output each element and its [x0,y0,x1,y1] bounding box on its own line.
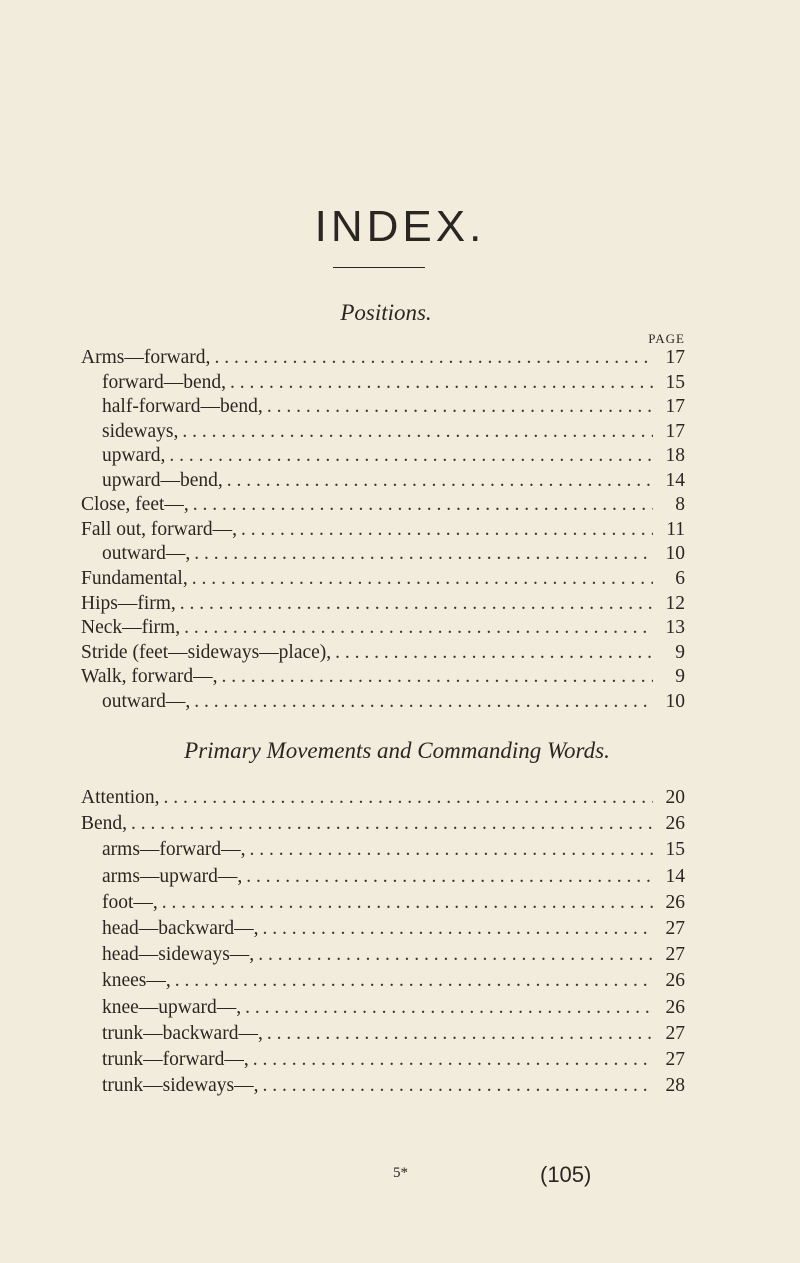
dot-leader [267,1022,653,1046]
entry-label: Walk, forward—, [81,666,218,688]
entry-label: Fall out, forward—, [81,518,237,540]
entry-page-number: 20 [665,787,685,808]
entry-label: foot—, [102,891,158,913]
entry-page-number: 12 [665,592,685,614]
dot-leader [250,838,654,862]
index-entry [81,665,685,689]
title-rule [333,267,425,268]
dot-leader [230,371,653,395]
index-entry [102,1022,685,1046]
index-entry [81,567,685,591]
index-entry [102,917,685,941]
dot-leader [162,891,653,915]
entry-page-number: 15 [665,371,685,393]
entry-page-number: 26 [665,891,685,913]
entry-page-number: 8 [675,494,685,516]
entry-label: arms—forward—, [102,839,246,861]
entry-page-number: 27 [665,944,685,966]
index-entry [81,616,685,640]
entry-label: knees—, [102,970,171,992]
entry-label: outward—, [102,690,191,712]
dot-leader [222,665,653,689]
index-entry [81,346,685,370]
dot-leader [246,865,653,889]
dot-leader [267,395,653,419]
index-entry [102,838,685,862]
entry-label: arms—upward—, [102,865,243,887]
dot-leader [169,444,653,468]
entry-page-number: 17 [665,420,685,442]
index-entry [81,592,685,616]
index-entry [81,786,685,810]
dot-leader [241,518,653,542]
index-entry [81,493,685,517]
entry-label: forward—bend, [102,371,226,393]
entry-label: Attention, [81,787,160,808]
dot-leader [182,420,653,444]
entry-page-number: 27 [665,1022,685,1044]
index-entry [102,444,685,468]
entry-page-number: 10 [665,543,685,565]
index-entry [102,542,685,566]
entry-page-number: 27 [665,918,685,939]
entry-page-number: 13 [665,617,685,639]
dot-leader [253,1048,653,1072]
dot-leader [193,493,653,517]
entry-label: trunk—backward—, [102,1022,263,1044]
page-column-label: PAGE [648,331,685,346]
dot-leader [180,592,653,616]
dot-leader [164,786,653,810]
dot-leader [245,996,653,1020]
dot-leader [262,917,653,941]
index-entry [102,969,685,993]
positions-heading: Positions. [340,300,432,325]
index-entry [102,865,685,889]
entry-label: upward, [102,445,166,467]
entry-label: upward—bend, [102,469,223,491]
entry-label: outward—, [102,543,191,565]
folio [0,1162,800,1192]
entry-page-number: 18 [665,445,685,467]
entry-page-number: 28 [665,1075,685,1097]
index-entry [81,518,685,542]
entry-label: Stride (feet—sideways—place), [81,641,332,663]
dot-leader [263,1074,653,1098]
entry-page-number: 9 [675,666,685,688]
entry-label: Close, feet—, [81,494,189,516]
index-entry [102,1074,685,1098]
signature-mark: 5* [393,1165,408,1181]
index-entry [81,641,685,665]
entry-label: Bend, [81,813,128,835]
dot-leader [214,346,653,370]
entry-page-number: 27 [665,1049,685,1070]
entry-page-number: 26 [665,970,685,992]
index-entry [102,395,685,419]
movements-heading: Primary Movements and Commanding Words. [184,738,610,763]
entry-page-number: 14 [665,865,685,887]
index-entry [102,420,685,444]
dot-leader [194,542,653,566]
entry-page-number: 26 [665,813,685,835]
entry-label: knee—upward—, [102,996,242,1018]
entry-page-number: 10 [665,690,685,712]
dot-leader [175,969,653,993]
entry-label: Hips—firm, [81,592,176,614]
index-entry [81,812,685,836]
entry-label: half-forward—bend, [102,396,263,418]
entry-label: Neck—firm, [81,617,181,639]
index-entry [102,943,685,967]
dot-leader [258,943,653,967]
index-title: INDEX. [314,202,486,251]
entry-page-number: 26 [665,996,685,1018]
page-number: (105) [540,1162,592,1187]
dot-leader [131,812,653,836]
entry-page-number: 11 [666,518,685,540]
dot-leader [194,690,653,714]
entry-label: head—backward—, [102,918,259,939]
entry-label: Arms—forward, [81,347,211,368]
entry-label: head—sideways—, [102,944,255,966]
dot-leader [227,469,653,493]
entry-label: Fundamental, [81,567,188,589]
index-entry [102,996,685,1020]
entry-page-number: 17 [665,347,685,368]
entry-label: sideways, [102,420,179,442]
entry-page-number: 14 [665,469,685,491]
index-entry [102,371,685,395]
entry-page-number: 9 [675,641,685,663]
dot-leader [192,567,653,591]
dot-leader [184,616,653,640]
entry-label: trunk—forward—, [102,1049,249,1070]
entry-page-number: 17 [665,396,685,418]
dot-leader [335,641,653,665]
index-entry [102,891,685,915]
entry-page-number: 6 [675,567,685,589]
entry-page-number: 15 [665,839,685,861]
index-entry [102,469,685,493]
index-entry [102,1048,685,1072]
index-entry [102,690,685,714]
entry-label: trunk—sideways—, [102,1075,259,1097]
